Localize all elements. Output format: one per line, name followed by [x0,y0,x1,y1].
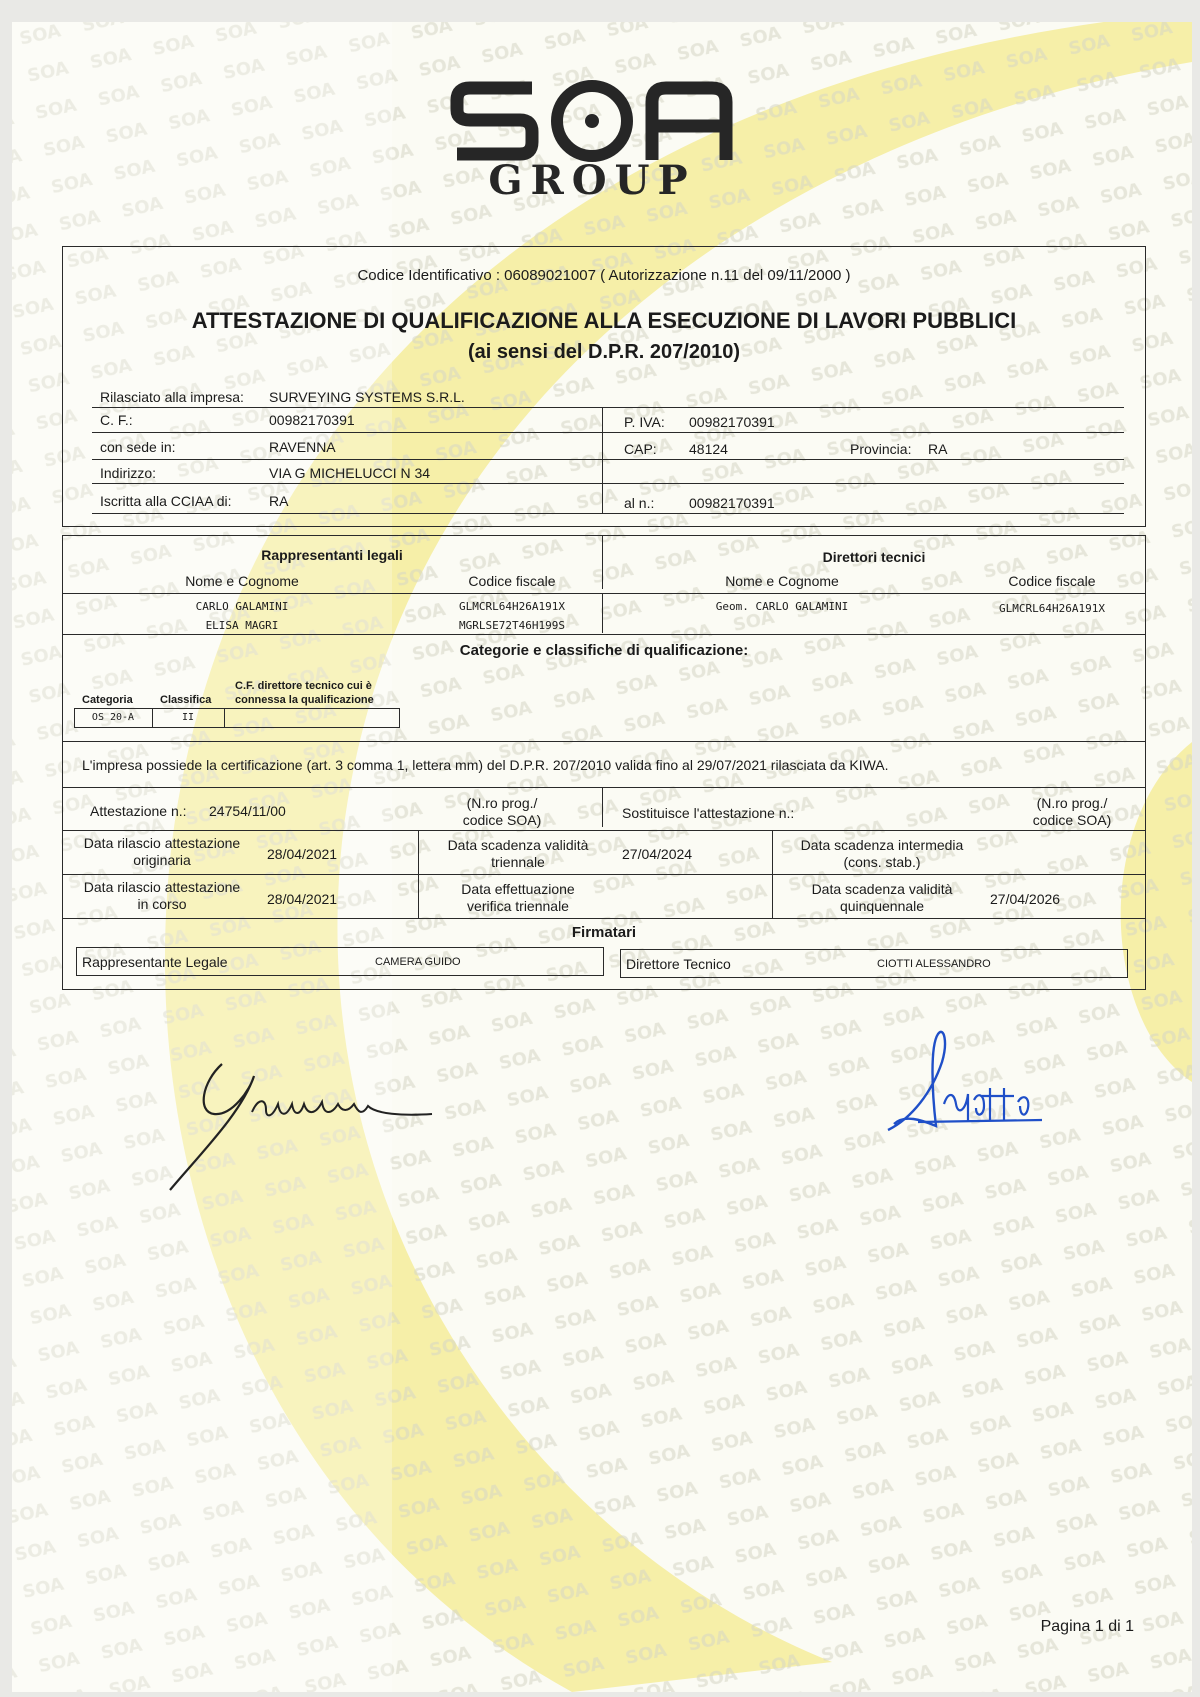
logo-subtitle: GROUP [488,157,696,204]
tech-signatory-name: CIOTTI ALESSANDRO [877,958,991,970]
col-classifica: Classifica [160,694,212,706]
attestazione-label: Attestazione n.: [90,803,187,819]
sede-value: RAVENNA [269,439,336,455]
provincia-label: Provincia: [850,441,912,457]
cciaa-value: RA [269,493,289,509]
prog-note-1-line2: codice SOA) [462,812,542,828]
piva-label: P. IVA: [624,414,665,430]
signature-right [882,1022,1072,1152]
piva-value: 00982170391 [689,414,775,430]
attestazione-value: 24754/11/00 [209,803,286,819]
rilasciato-label: Rilasciato alla impresa: [100,389,244,405]
codice-identificativo: Codice Identificativo : 06089021007 ( Autorizzazione n.11 del 09/11/2000 ) [357,267,851,284]
sostituisce-label: Sostituisce l'attestazione n.: [622,805,795,821]
aln-value: 00982170391 [689,495,775,511]
certificate-page [12,22,1192,1692]
category-code: OS 20-A [91,712,135,723]
page-number: Pagina 1 di 1 [1040,1618,1134,1635]
rilascio-orig-value: 28/04/2021 [267,846,338,862]
signatories-title: Firmatari [571,924,637,941]
document-title: ATTESTAZIONE DI QUALIFICAZIONE ALLA ESECUZIONE DI LAVORI PUBBLICI [191,308,1017,333]
legal-reps-title: Rappresentanti legali [261,547,403,563]
indirizzo-label: Indirizzo: [100,465,157,481]
legal-rep-1-name: CARLO GALAMINI [195,600,289,613]
legal-signatory-name: CAMERA GUIDO [375,956,461,968]
scad-int-line2: (cons. stab.) [843,854,921,870]
certification-text: L'impresa possiede la certificazione (art. 3 comma 1, lettera mm) del D.P.R. 207/2010 valida fino al 29/07/2021 rilasciata da KIWA. [82,757,889,773]
legal-col-name: Nome e Cognome [185,573,299,589]
tech-director-1-name: Geom. CARLO GALAMINI [715,600,849,613]
tech-director-1-cf: GLMCRL64H26A191X [999,602,1105,615]
sede-label: con sede in: [100,439,176,455]
company-name: SURVEYING SYSTEMS S.R.L. [269,389,465,405]
soa-logo-mark [12,22,1192,222]
col-cf-line1: C.F. direttore tecnico cui è [235,680,372,692]
scad-int-line1: Data scadenza intermedia [800,837,964,853]
verifica-line1: Data effettuazione [461,881,575,897]
verifica-line2: verifica triennale [467,898,569,914]
prog-note-1-line1: (N.ro prog./ [466,795,538,811]
cap-label: CAP: [624,441,657,457]
scad-tri-line1: Data scadenza validità [447,837,589,853]
cciaa-label: Iscritta alla CCIAA di: [100,493,232,509]
tech-directors-title: Direttori tecnici [822,549,926,565]
scad-tri-value: 27/04/2024 [622,846,693,862]
prog-note-2-line1: (N.ro prog./ [1036,795,1108,811]
prog-note-2-line2: codice SOA) [1032,812,1112,828]
categories-title: Categorie e classifiche di qualificazione: [459,642,749,659]
legal-rep-2-name: ELISA MAGRI [205,619,279,632]
rilascio-corso-line2: in corso [137,896,187,912]
cf-value: 00982170391 [269,412,355,428]
tech-col-name: Nome e Cognome [725,573,839,589]
tech-col-cf: Codice fiscale [1008,573,1096,589]
tech-signatory-label: Direttore Tecnico [626,956,731,972]
legal-signatory-label: Rappresentante Legale [82,954,228,970]
document-subtitle: (ai sensi del D.P.R. 207/2010) [467,341,740,363]
provincia-value: RA [928,441,948,457]
company-info-box [62,246,1146,527]
col-cf-line2: connessa la qualificazione [235,694,374,706]
legal-col-cf: Codice fiscale [468,573,556,589]
legal-rep-2-cf: MGRLSE72T46H199S [459,619,565,632]
col-categoria: Categoria [82,694,133,706]
scad-quin-value: 27/04/2026 [990,891,1061,907]
cap-value: 48124 [689,441,728,457]
legal-rep-1-cf: GLMCRL64H26A191X [459,600,565,613]
aln-label: al n.: [624,495,655,511]
signature-left [162,1042,472,1202]
category-class: II [181,712,195,723]
scad-tri-line2: triennale [491,854,545,870]
rilascio-orig-line1: Data rilascio attestazione [83,835,241,851]
cf-label: C. F.: [100,412,133,428]
scad-quin-line1: Data scadenza validità [811,881,953,897]
rilascio-orig-line2: originaria [133,852,191,868]
indirizzo-value: VIA G MICHELUCCI N 34 [269,465,431,481]
rilascio-corso-line1: Data rilascio attestazione [83,879,241,895]
scad-quin-line2: quinquennale [839,898,925,914]
rilascio-corso-value: 28/04/2021 [267,891,338,907]
soa-group-logo [12,22,1192,222]
